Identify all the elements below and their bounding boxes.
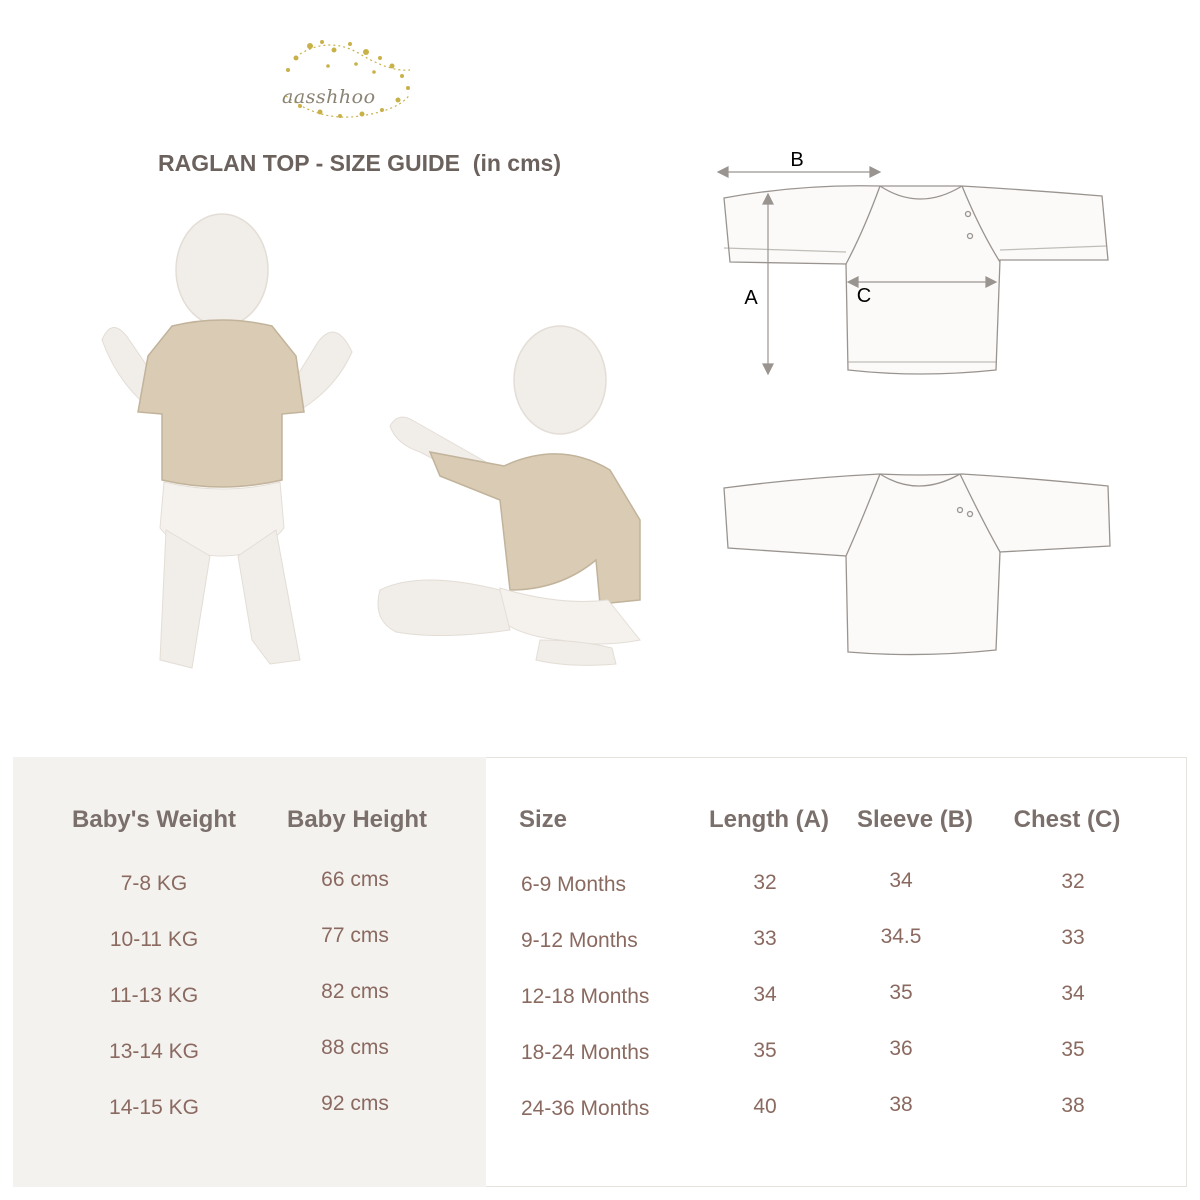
- cell-size: 12-18 Months: [521, 985, 650, 1008]
- cell-weight: 10-11 KG: [109, 928, 199, 951]
- header-chest: Chest (C): [1013, 806, 1121, 833]
- cell-chest: 35: [1061, 1038, 1085, 1061]
- standing-baby-figure: [102, 214, 352, 668]
- header-size: Size: [519, 806, 568, 833]
- cell-sleeve: 38: [889, 1093, 913, 1116]
- cell-height: 88 cms: [321, 1036, 389, 1059]
- cell-height: 92 cms: [321, 1092, 389, 1115]
- brand-logo-text: aasshhoo: [282, 86, 376, 108]
- cell-height: 77 cms: [321, 924, 389, 947]
- cell-length: 32: [753, 871, 777, 894]
- dimension-label-a: A: [744, 287, 758, 309]
- cell-chest: 32: [1061, 870, 1085, 893]
- cell-size: 18-24 Months: [521, 1041, 650, 1064]
- cell-sleeve: 34.5: [880, 925, 922, 948]
- cell-length: 40: [753, 1095, 777, 1118]
- cell-chest: 33: [1061, 926, 1085, 949]
- cell-chest: 34: [1061, 982, 1085, 1005]
- cell-length: 34: [753, 983, 777, 1006]
- cell-length: 35: [753, 1039, 777, 1062]
- cell-size: 24-36 Months: [521, 1097, 650, 1120]
- header-length: Length (A): [709, 806, 829, 833]
- dimension-label-b: B: [790, 149, 804, 171]
- cell-height: 82 cms: [321, 980, 389, 1003]
- cell-size: 6-9 Months: [521, 873, 627, 896]
- cell-weight: 11-13 KG: [109, 984, 199, 1007]
- cell-weight: 13-14 KG: [109, 1040, 199, 1063]
- header-height: Baby Height: [286, 806, 428, 833]
- header-weight: Baby's Weight: [72, 806, 236, 833]
- cell-sleeve: 34: [889, 869, 913, 892]
- cell-length: 33: [753, 927, 777, 950]
- cell-weight: 7-8 KG: [120, 872, 188, 895]
- page-title: RAGLAN TOP - SIZE GUIDE (in cms): [158, 150, 561, 176]
- cell-sleeve: 36: [889, 1037, 913, 1060]
- garment-diagram-back: [724, 474, 1110, 655]
- garment-diagram-front: [724, 186, 1108, 374]
- cell-height: 66 cms: [321, 868, 389, 891]
- sitting-baby-figure: [378, 326, 640, 665]
- cell-size: 9-12 Months: [521, 929, 638, 952]
- cell-chest: 38: [1061, 1094, 1085, 1117]
- cell-sleeve: 35: [889, 981, 913, 1004]
- cell-weight: 14-15 KG: [109, 1096, 199, 1119]
- dimension-label-c: C: [856, 285, 872, 307]
- header-sleeve: Sleeve (B): [856, 806, 974, 833]
